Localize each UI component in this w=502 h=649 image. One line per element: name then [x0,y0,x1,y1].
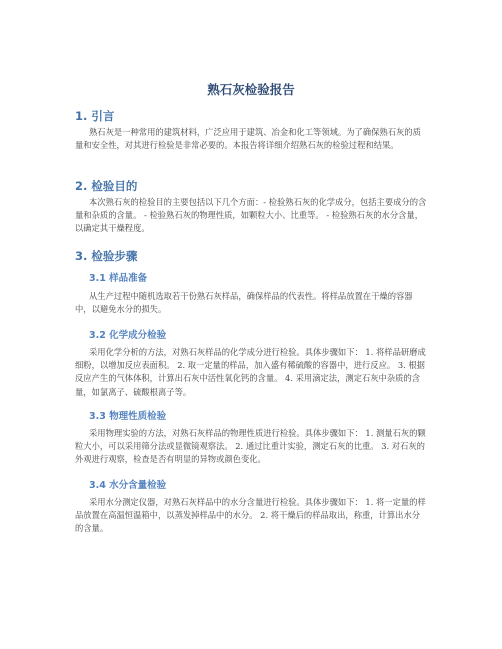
section-heading-introduction: 1. 引言 [75,109,115,123]
subsection-heading-moisture: 3.4 水分含量检验 [89,480,167,491]
subsection-heading-sample-prep: 3.1 样品准备 [89,273,148,284]
subsection-text-physical: 采用物理实验的方法，对熟石灰样品的物理性质进行检验。具体步骤如下： 1. 测量石灰的颗粒大小，可以采用筛分法或显微镜观察法。 2. 通过比重计实验，测定石灰的比重。 3. 对石灰的外观进行观察，检查是否有明显的异物或颜色变化。 [75,428,426,465]
section-text-purpose: 本次熟石灰的检验目的主要包括以下几个方面：- 检验熟石灰的化学成分，包括主要成分的含量和杂质的含量。 - 检验熟石灰的物理性质，如颗粒大小、比重等。 - 检验熟石灰的水分含量，以确定其干燥程度。 [75,197,427,234]
section-text-introduction: 熟石灰是一种常用的建筑材料，广泛应用于建筑、冶金和化工等领域。为了确保熟石灰的质量和安全性，对其进行检验是非常必要的。本报告将详细介绍熟石灰的检验过程和结果。 [75,127,421,151]
subsection-text-sample-prep: 从生产过程中随机选取若干份熟石灰样品，确保样品的代表性。将样品放置在干燥的容器中，以避免水分的损失。 [75,291,413,315]
document-title: 熟石灰检验报告 [207,82,295,97]
section-heading-purpose: 2. 检验目的 [75,179,138,193]
subsection-text-chemical: 采用化学分析的方法，对熟石灰样品的化学成分进行检验。具体步骤如下： 1. 将样品研磨成细粉，以增加反应表面积。 2. 取一定量的样品，加入盛有稀硫酸的容器中，进行反应。 3. 根据反应产生的气体体积，计算出石灰中活性氧化钙的含量。 4. 采用滴定法，测定石灰中杂质的含量，如氯离子、硫酸根离子等。 [75,347,426,397]
subsection-heading-physical: 3.3 物理性质检验 [89,411,167,422]
subsection-text-moisture: 采用水分测定仪器，对熟石灰样品中的水分含量进行检验。具体步骤如下： 1. 将一定量的样品放置在高温恒温箱中，以蒸发掉样品中的水分。 2. 将干燥后的样品取出，称重，计算出水分的含量。 [75,497,426,534]
section-heading-steps: 3. 检验步骤 [75,249,138,263]
subsection-heading-chemical: 3.2 化学成分检验 [89,330,167,341]
